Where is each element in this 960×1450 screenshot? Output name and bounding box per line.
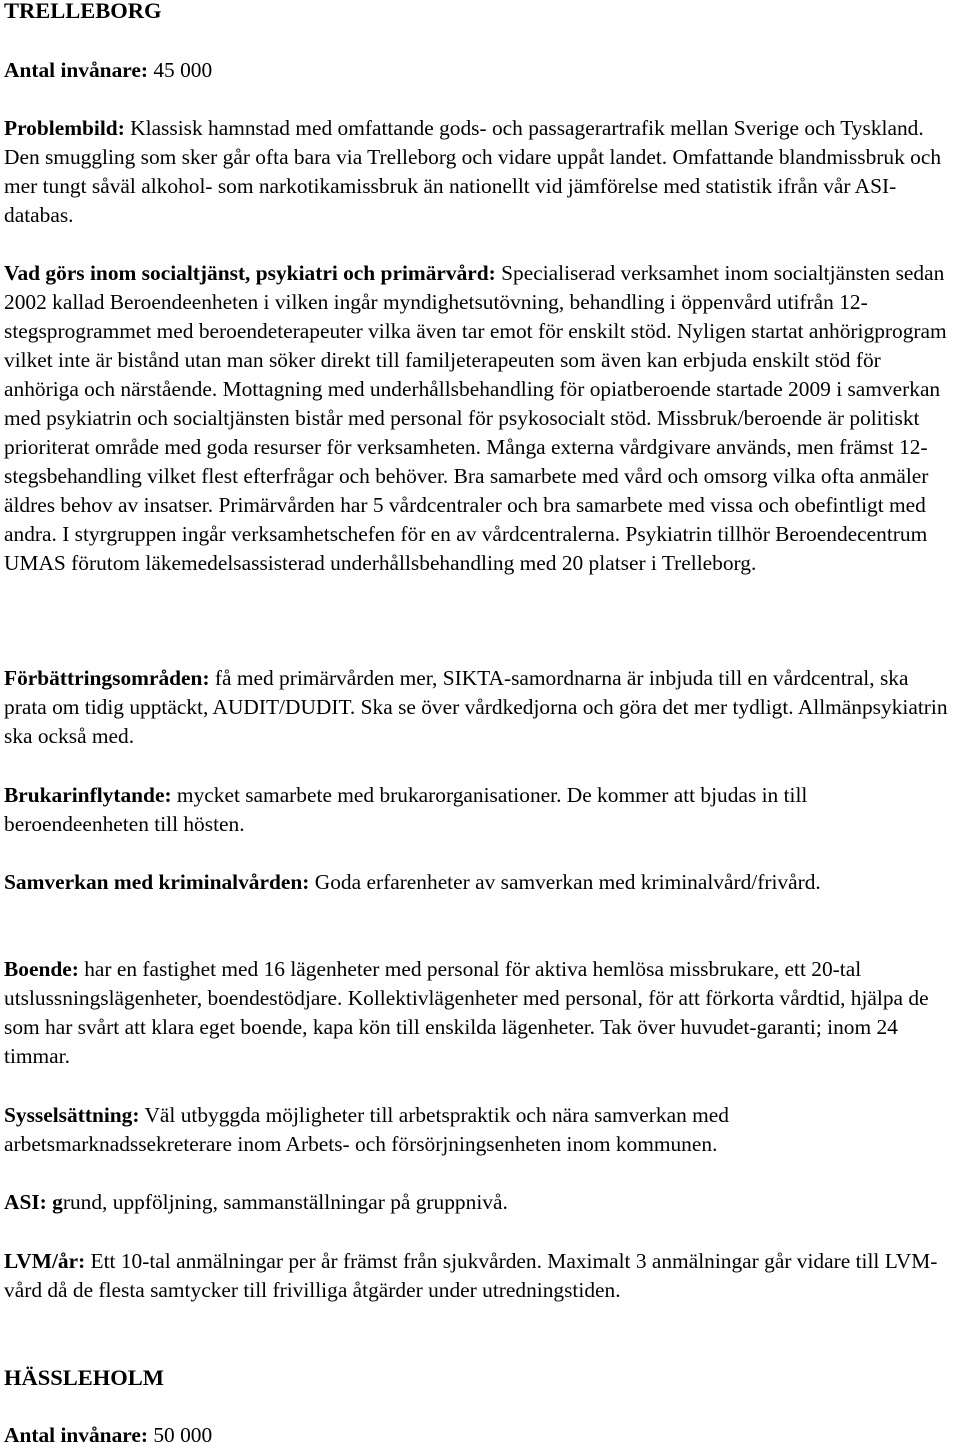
paragraph-label: Samverkan med kriminalvården:	[4, 870, 310, 894]
population-label: Antal invånare:	[4, 58, 149, 82]
paragraph-text: Specialiserad verksamhet inom socialtjänsten sedan 2002 kallad Beroendeenheten i vilken ingår myndighetsutövning, behandling i öppenvård utifrån 12-stegsprogrammet med beroendeterapeuter vilka även tar emot för enskilt stöd. Nyligen startat anhörigprogram vilket inte är bistånd utan man söker direkt till familjeterapeuten som även kan erbjuda enskilt stöd för anhöriga och närstående. Mottagning med underhållsbehandling för opiatberoende startade 2009 i samverkan med psykiatrin och socialtjänsten bistår med personal för psykosocialt stöd. Missbruk/beroende är politiskt prioriterat område med goda resurser för verksamheten. Många externa vårdgivare används, men främst 12-stegsbehandling vilket flest efterfrågar och behöver. Bra samarbete med vård och omsorg vilka ofta anmäler äldres behov av insatser. Primärvården har 5 vårdcentraler och bra samarbete med vissa och obefintligt med andra. I styrgruppen ingår verksamhetschefen för en av vårdcentralerna. Psykiatrin tillhör Beroendecentrum UMAS förutom läkemedelsassisterad underhållsbehandling med 20 platser i Trelleborg.	[4, 261, 947, 575]
paragraph-label: Sysselsättning:	[4, 1103, 140, 1127]
paragraph-text: få med primärvården mer, SIKTA-samordnarna är inbjuda till en vårdcentral, ska prata om tidig upptäckt, AUDIT/DUDIT. Ska se över vårdkedjorna och göra det mer tydligt. Allmänpsykiatrin ska också med.	[4, 666, 948, 748]
paragraph-label: LVM/år:	[4, 1249, 86, 1273]
paragraph-text: Ett 10-tal anmälningar per år främst från sjukvården. Maximalt 3 anmälningar går vidare till LVM-vård då de flesta samtycker till frivilliga åtgärder under utredningstiden.	[4, 1249, 938, 1302]
paragraph-forbattringsomraden	[4, 664, 954, 751]
paragraph-text: Väl utbyggda möjligheter till arbetspraktik och nära samverkan med arbetsmarknadssekreterare inom Arbets- och försörjningsenheten inom kommunen.	[4, 1103, 729, 1156]
population-trelleborg	[4, 56, 954, 85]
paragraph-text: Klassisk hamnstad med omfattande gods- och passagerartrafik mellan Sverige och Tyskland. Den smuggling som sker går ofta bara via Trelleborg och vidare uppåt landet. Omfattande blandmissbruk och mer tungt såväl alkohol- som narkotikamissbruk än nationellt vid jämförelse med statistik ifrån vår ASI-databas.	[4, 116, 942, 227]
paragraph-label: Vad görs inom socialtjänst, psykiatri och primärvård:	[4, 261, 496, 285]
paragraph-label: Förbättringsområden:	[4, 666, 210, 690]
paragraph-vad-gors	[4, 259, 954, 578]
paragraph-samverkan-kriminalvarden	[4, 868, 954, 897]
paragraph-brukarinflytande	[4, 781, 954, 839]
paragraph-asi	[4, 1188, 954, 1217]
paragraph-text: har en fastighet med 16 lägenheter med personal för aktiva hemlösa missbrukare, ett 20-tal utslussningslägenheter, boendestödjare. Kollektivlägenheter med personal, för att förkorta vårdtid, hjälpa de som har svårt att klara eget boende, kapa kön till enskilda lägenheter. Tak över huvudet-garanti; inom 24 timmar.	[4, 957, 929, 1068]
paragraph-problembild	[4, 114, 954, 230]
paragraph-sysselsattning	[4, 1101, 954, 1159]
paragraph-label: Brukarinflytande:	[4, 783, 172, 807]
paragraph-lvm-ar	[4, 1247, 954, 1305]
population-hassleholm	[4, 1421, 954, 1450]
population-value: 50 000	[148, 1423, 213, 1447]
section-heading-trelleborg: TRELLEBORG	[4, 0, 162, 23]
population-value: 45 000	[148, 58, 213, 82]
section-heading-hassleholm: HÄSSLEHOLM	[4, 1365, 165, 1390]
paragraph-text: rund, uppföljning, sammanställningar på gruppnivå.	[62, 1190, 508, 1214]
paragraph-label: ASI: g	[4, 1190, 63, 1214]
paragraph-label: Boende:	[4, 957, 79, 981]
paragraph-text: mycket samarbete med brukarorganisationer. De kommer att bjudas in till beroendeenheten till hösten.	[4, 783, 808, 836]
paragraph-label: Problembild:	[4, 116, 125, 140]
paragraph-boende	[4, 955, 954, 1071]
paragraph-text: Goda erfarenheter av samverkan med kriminalvård/frivård.	[309, 870, 821, 894]
population-label: Antal invånare:	[4, 1423, 149, 1447]
